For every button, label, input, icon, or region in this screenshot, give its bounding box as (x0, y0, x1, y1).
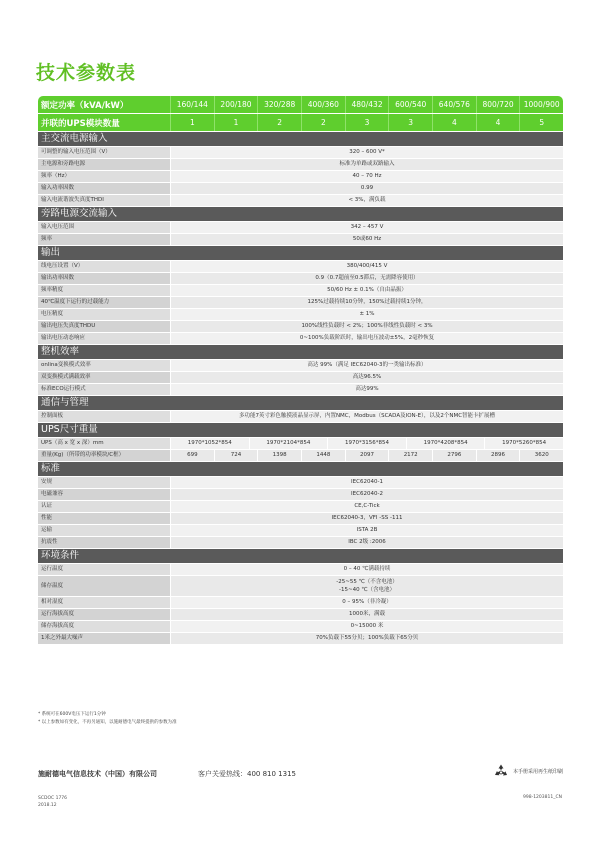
spec-table (38, 96, 563, 645)
doc-number: 998-1203811_CN (522, 795, 562, 800)
row-value: 0~100%负载阶跃时，输出电压波动±5%，2毫秒恢复 (170, 333, 563, 344)
row-label: 性能 (38, 513, 170, 524)
doc-code: SCDOC 1776 (38, 796, 68, 801)
table-row (38, 360, 563, 372)
row-value (170, 576, 563, 596)
row-value: 125%过载持续10分钟，150%过载持续1分钟， (170, 297, 563, 308)
page-title: 技术参数表 (36, 62, 137, 84)
row-label: 抗震性 (38, 537, 170, 548)
table-row (38, 234, 563, 246)
table-row (38, 171, 563, 183)
row-value: < 3%，满负载 (170, 195, 563, 206)
table-row (38, 222, 563, 234)
table-row (38, 450, 563, 462)
table-row (38, 297, 563, 309)
table-row (38, 597, 563, 609)
table-row (38, 621, 563, 633)
company-name: 施耐德电气信息技术（中国）有限公司 (38, 770, 157, 778)
row-label: 输出电压动态响应 (38, 333, 170, 344)
weight-cell: 2896 (476, 450, 520, 461)
recycle-icon (493, 763, 509, 779)
customer-hotline: 客户关爱热线：400 810 1315 (198, 770, 296, 778)
recycle-text: 本手册采用再生纸印刷 (512, 768, 563, 775)
row-label: 1米之外最大噪声 (38, 633, 170, 644)
row-value: 70%负载下55分贝；100%负载下65分贝 (170, 633, 563, 644)
table-row (38, 183, 563, 195)
modules-cell: 1 (170, 114, 214, 131)
row-label: 可调整的输入电压范围（V） (38, 147, 170, 158)
rating-header-row (38, 96, 563, 114)
footnote: * 系统可在600V电压下运行1分钟 (38, 712, 106, 717)
modules-label: 并联的UPS模块数量 (41, 118, 120, 129)
table-row (38, 489, 563, 501)
modules-cell: 4 (476, 114, 520, 131)
rating-cell: 160/144 (170, 96, 214, 113)
weight-cell: 3620 (519, 450, 563, 461)
table-row (38, 372, 563, 384)
table-row (38, 609, 563, 621)
row-label: 40℃温度下运行的过载能力 (38, 297, 170, 308)
modules-cell: 3 (388, 114, 432, 131)
row-value: 0~15000 米 (170, 621, 563, 632)
modules-cell: 2 (301, 114, 345, 131)
row-value: IEC62040-1 (170, 477, 563, 488)
row-value: CE,C-Tick (170, 501, 563, 512)
row-label: 频率（Hz） (38, 171, 170, 182)
recycle-note (493, 763, 563, 779)
row-value-line: -25~55 ℃（不含电池） (336, 579, 398, 585)
weight-cell: 1398 (257, 450, 301, 461)
row-label: 频率 (38, 234, 170, 245)
table-row (38, 564, 563, 576)
modules-cell: 1 (214, 114, 258, 131)
row-label: 输入电流谐波失真度THDI (38, 195, 170, 206)
table-row (38, 525, 563, 537)
rating-cell: 1000/900 (519, 96, 563, 113)
rating-cell: 640/576 (432, 96, 476, 113)
row-label: 电压精度 (38, 309, 170, 320)
section-efficiency: 整机效率 (38, 345, 563, 360)
table-row (38, 309, 563, 321)
row-label: 双变换模式满载效率 (38, 372, 170, 383)
row-value: ISTA 2B (170, 525, 563, 536)
row-value: 多功能7英寸彩色触摸液晶显示屏，内置NMC，Modbus（SCADA及ION-E），以及2个NMC智能卡扩展槽 (170, 411, 563, 422)
row-label: 电磁兼容 (38, 489, 170, 500)
row-label: 储存温度 (38, 576, 170, 596)
row-label: 重量(Kg)（所带的功率模块/C框） (38, 450, 170, 461)
row-value: 380/400/415 V (170, 261, 563, 272)
row-value: 320 – 600 V* (170, 147, 563, 158)
rating-cell: 800/720 (476, 96, 520, 113)
weight-cell: 724 (214, 450, 258, 461)
weight-cell: 2097 (345, 450, 389, 461)
row-label: 控制面板 (38, 411, 170, 422)
rating-cell: 400/360 (301, 96, 345, 113)
table-row (38, 147, 563, 159)
table-row (38, 477, 563, 489)
weight-cell: 2172 (388, 450, 432, 461)
row-value: 0.99 (170, 183, 563, 194)
weight-cell: 2796 (432, 450, 476, 461)
size-cell: 1970*1052*854 (170, 438, 249, 449)
size-cell: 1970*5260*854 (484, 438, 563, 449)
modules-header-row (38, 114, 563, 132)
footnotes (38, 711, 177, 727)
table-row (38, 537, 563, 549)
table-row (38, 321, 563, 333)
row-value: 0.9（0.7超前至0.5滞后，无需降容使用） (170, 273, 563, 284)
row-value: 标准为单路或双路输入 (170, 159, 563, 170)
row-label: 标准ECO运行模式 (38, 384, 170, 395)
row-label: 安规 (38, 477, 170, 488)
row-label: 运输 (38, 525, 170, 536)
doc-date: 2018.12 (38, 803, 57, 808)
row-label: 输入电压范围 (38, 222, 170, 233)
row-value: 高达96.5% (170, 372, 563, 383)
row-value: 40 – 70 Hz (170, 171, 563, 182)
row-label: 频率精度 (38, 285, 170, 296)
row-label: 输出功率因数 (38, 273, 170, 284)
table-row (38, 513, 563, 525)
modules-cell: 3 (345, 114, 389, 131)
table-row (38, 438, 563, 450)
row-value: IBC 2级 :2006 (170, 537, 563, 548)
row-label: 运行温度 (38, 564, 170, 575)
row-label: 认证 (38, 501, 170, 512)
size-cell: 1970*3156*854 (327, 438, 406, 449)
table-row (38, 633, 563, 645)
row-label: 运行海拔高度 (38, 609, 170, 620)
footer (38, 769, 563, 785)
size-cell: 1970*4208*854 (406, 438, 485, 449)
row-label: 相对湿度 (38, 597, 170, 608)
row-value-line: -15~40 ℃（含电池） (338, 587, 395, 593)
table-row (38, 333, 563, 345)
table-row (38, 501, 563, 513)
row-label: 储存海拔高度 (38, 621, 170, 632)
footnote: * 以上参数如有变化，不再另通知，以施耐德电气最终提供的参数为准 (38, 720, 177, 725)
section-output: 输出 (38, 246, 563, 261)
modules-cell: 2 (257, 114, 301, 131)
row-label: 输入功率因数 (38, 183, 170, 194)
row-value: 50或60 Hz (170, 234, 563, 245)
row-value: 342 – 457 V (170, 222, 563, 233)
section-standards: 标准 (38, 462, 563, 477)
table-row (38, 195, 563, 207)
rating-label: 额定功率（kVA/kW） (41, 100, 129, 111)
document-info (38, 795, 67, 809)
row-value: 100%线性负载时 < 2%；100%非线性负载时 < 3% (170, 321, 563, 332)
rating-cell: 200/180 (214, 96, 258, 113)
table-row (38, 159, 563, 171)
size-cell: 1970*2104*854 (249, 438, 328, 449)
row-label: 主电源和旁路电源 (38, 159, 170, 170)
weight-cell: 1448 (301, 450, 345, 461)
row-label: 线电压设置（V） (38, 261, 170, 272)
modules-cell: 4 (432, 114, 476, 131)
table-row (38, 576, 563, 597)
rating-cell: 480/432 (345, 96, 389, 113)
section-bypass-input: 旁路电源交流输入 (38, 207, 563, 222)
row-label: 输出电压失真度THDU (38, 321, 170, 332)
section-environment: 环境条件 (38, 549, 563, 564)
table-row (38, 261, 563, 273)
row-value: IEC62040-3，VFI -SS -111 (170, 513, 563, 524)
rating-cell: 320/288 (257, 96, 301, 113)
section-main-input: 主交流电源输入 (38, 132, 563, 147)
row-label: UPS（高 x 宽 x 深）mm (38, 438, 170, 449)
row-label: onlina变换模式效率 (38, 360, 170, 371)
row-value: 50/60 Hz ± 0.1%（自由晶振） (170, 285, 563, 296)
rating-cell: 600/540 (388, 96, 432, 113)
row-value: 0 – 40 ℃满载持续 (170, 564, 563, 575)
weight-cell: 699 (170, 450, 214, 461)
modules-cell: 5 (519, 114, 563, 131)
row-value: 0 – 95%（非冷凝） (170, 597, 563, 608)
row-value: 高达99% (170, 384, 563, 395)
table-row (38, 273, 563, 285)
table-row (38, 411, 563, 423)
table-row (38, 285, 563, 297)
section-dimensions: UPS尺寸重量 (38, 423, 563, 438)
row-value: ± 1% (170, 309, 563, 320)
section-communication: 通信与管理 (38, 396, 563, 411)
table-row (38, 384, 563, 396)
row-value: 高达 99%（满足 IEC62040-3的一类输出标准） (170, 360, 563, 371)
row-value: IEC62040-2 (170, 489, 563, 500)
row-value: 1000米，满载 (170, 609, 563, 620)
